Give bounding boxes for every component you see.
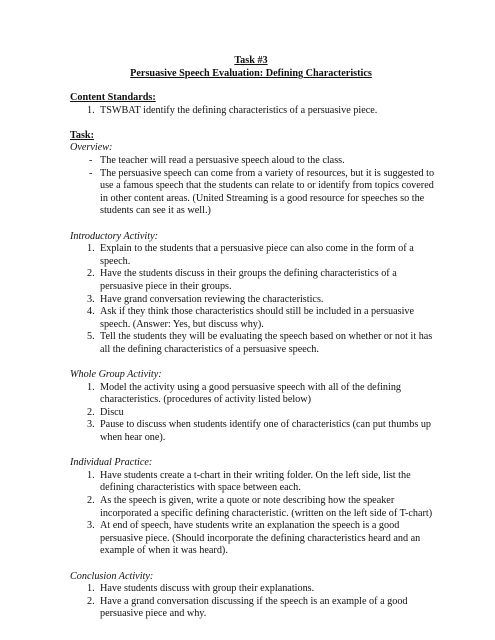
whole-group-activity-label: Whole Group Activity:: [70, 369, 162, 381]
list-item: 1. Explain to the students that a persuasive piece can also come in the form of a speech.: [87, 243, 414, 267]
list-item: - The teacher will read a persuasive speech aloud to the class.: [89, 154, 345, 166]
list-number: 2.: [87, 595, 95, 607]
dash-bullet: -: [89, 154, 93, 166]
list-item: 3. Have grand conversation reviewing the characteristics.: [87, 293, 324, 305]
introductory-activity-label: Introductory Activity:: [70, 230, 158, 242]
list-number: 2.: [87, 406, 95, 418]
task-heading: Task:: [70, 129, 94, 141]
list-item: 5. Tell the students they will be evaluating the speech based on whether or not it has all the defining characteristics of a persuasive speech.: [87, 331, 433, 355]
list-number: 3.: [87, 520, 95, 532]
list-number: 1.: [87, 381, 95, 393]
list-item: 1. Have students discuss with group their explanations.: [87, 583, 315, 595]
list-item: 2. Have the students discuss in their groups the defining characteristics of a persuasive piece in their groups.: [87, 268, 397, 292]
content-standards-heading: Content Standards:: [70, 92, 156, 103]
list-item: 1. TSWBAT identify the defining characteristics of a persuasive piece.: [87, 104, 378, 116]
overview-list: [70, 155, 442, 218]
list-item: 2. Discu: [87, 406, 124, 418]
conclusion-activity-list: [70, 583, 442, 621]
list-item: 3. Pause to discuss when students identify one of characteristics (can put thumbs up when hear one).: [87, 419, 432, 444]
list-number: 4.: [87, 306, 95, 318]
list-item: 1. Have students create a t-chart in their writing folder. On the left side, list the defining characteristics with space between each.: [87, 469, 411, 494]
individual-practice-label: Individual Practice:: [70, 457, 153, 469]
list-item: - The persuasive speech can come from a variety of resources, but it is suggested to use a famous speech that the students can relate to or identify from topics covered in other content areas. (United Streaming is a good resource for speeches so the students can see it as well.): [89, 167, 435, 217]
task-number: Task #3: [234, 55, 268, 66]
overview-label: Overview:: [70, 142, 113, 154]
list-number: 2.: [87, 268, 95, 280]
list-item: 1. Model the activity using a good persuasive speech with all of the defining characteristics. (procedures of activity listed below): [87, 381, 402, 406]
list-item: 2. Have a grand conversation discussing if the speech is an example of a good persuasive piece and why.: [87, 595, 408, 620]
list-item: 2. As the speech is given, write a quote or note describing how the speaker incorporated a specific defining characteristic. (written on the left side of T-chart): [87, 495, 433, 519]
list-number: 1.: [87, 104, 95, 116]
list-number: 1.: [87, 469, 95, 481]
list-number: 5.: [87, 331, 95, 343]
individual-practice-list: [70, 470, 442, 558]
list-item: 4. Ask if they think those characteristics should still be included in a persuasive speech. (Answer: Yes, but discuss why).: [87, 306, 415, 330]
content-standards-list: [70, 105, 442, 118]
document-body: [70, 92, 442, 621]
list-item: 3. At end of speech, have students write an explanation the speech is a good persuasive piece. (Should incorporate the defining characteristics heard and an example of when it was heard).: [87, 520, 421, 557]
list-number: 2.: [87, 495, 95, 506]
list-number: 3.: [87, 293, 95, 305]
introductory-activity-list: [70, 243, 442, 356]
task-title: Persuasive Speech Evaluation: Defining Characteristics: [130, 68, 372, 79]
whole-group-activity-list: [70, 382, 442, 445]
document-title: [70, 54, 432, 80]
list-number: 3.: [87, 419, 95, 431]
list-number: 1.: [87, 583, 95, 595]
conclusion-activity-label: Conclusion Activity:: [70, 570, 154, 582]
list-number: 1.: [87, 243, 95, 255]
dash-bullet: -: [89, 167, 93, 179]
